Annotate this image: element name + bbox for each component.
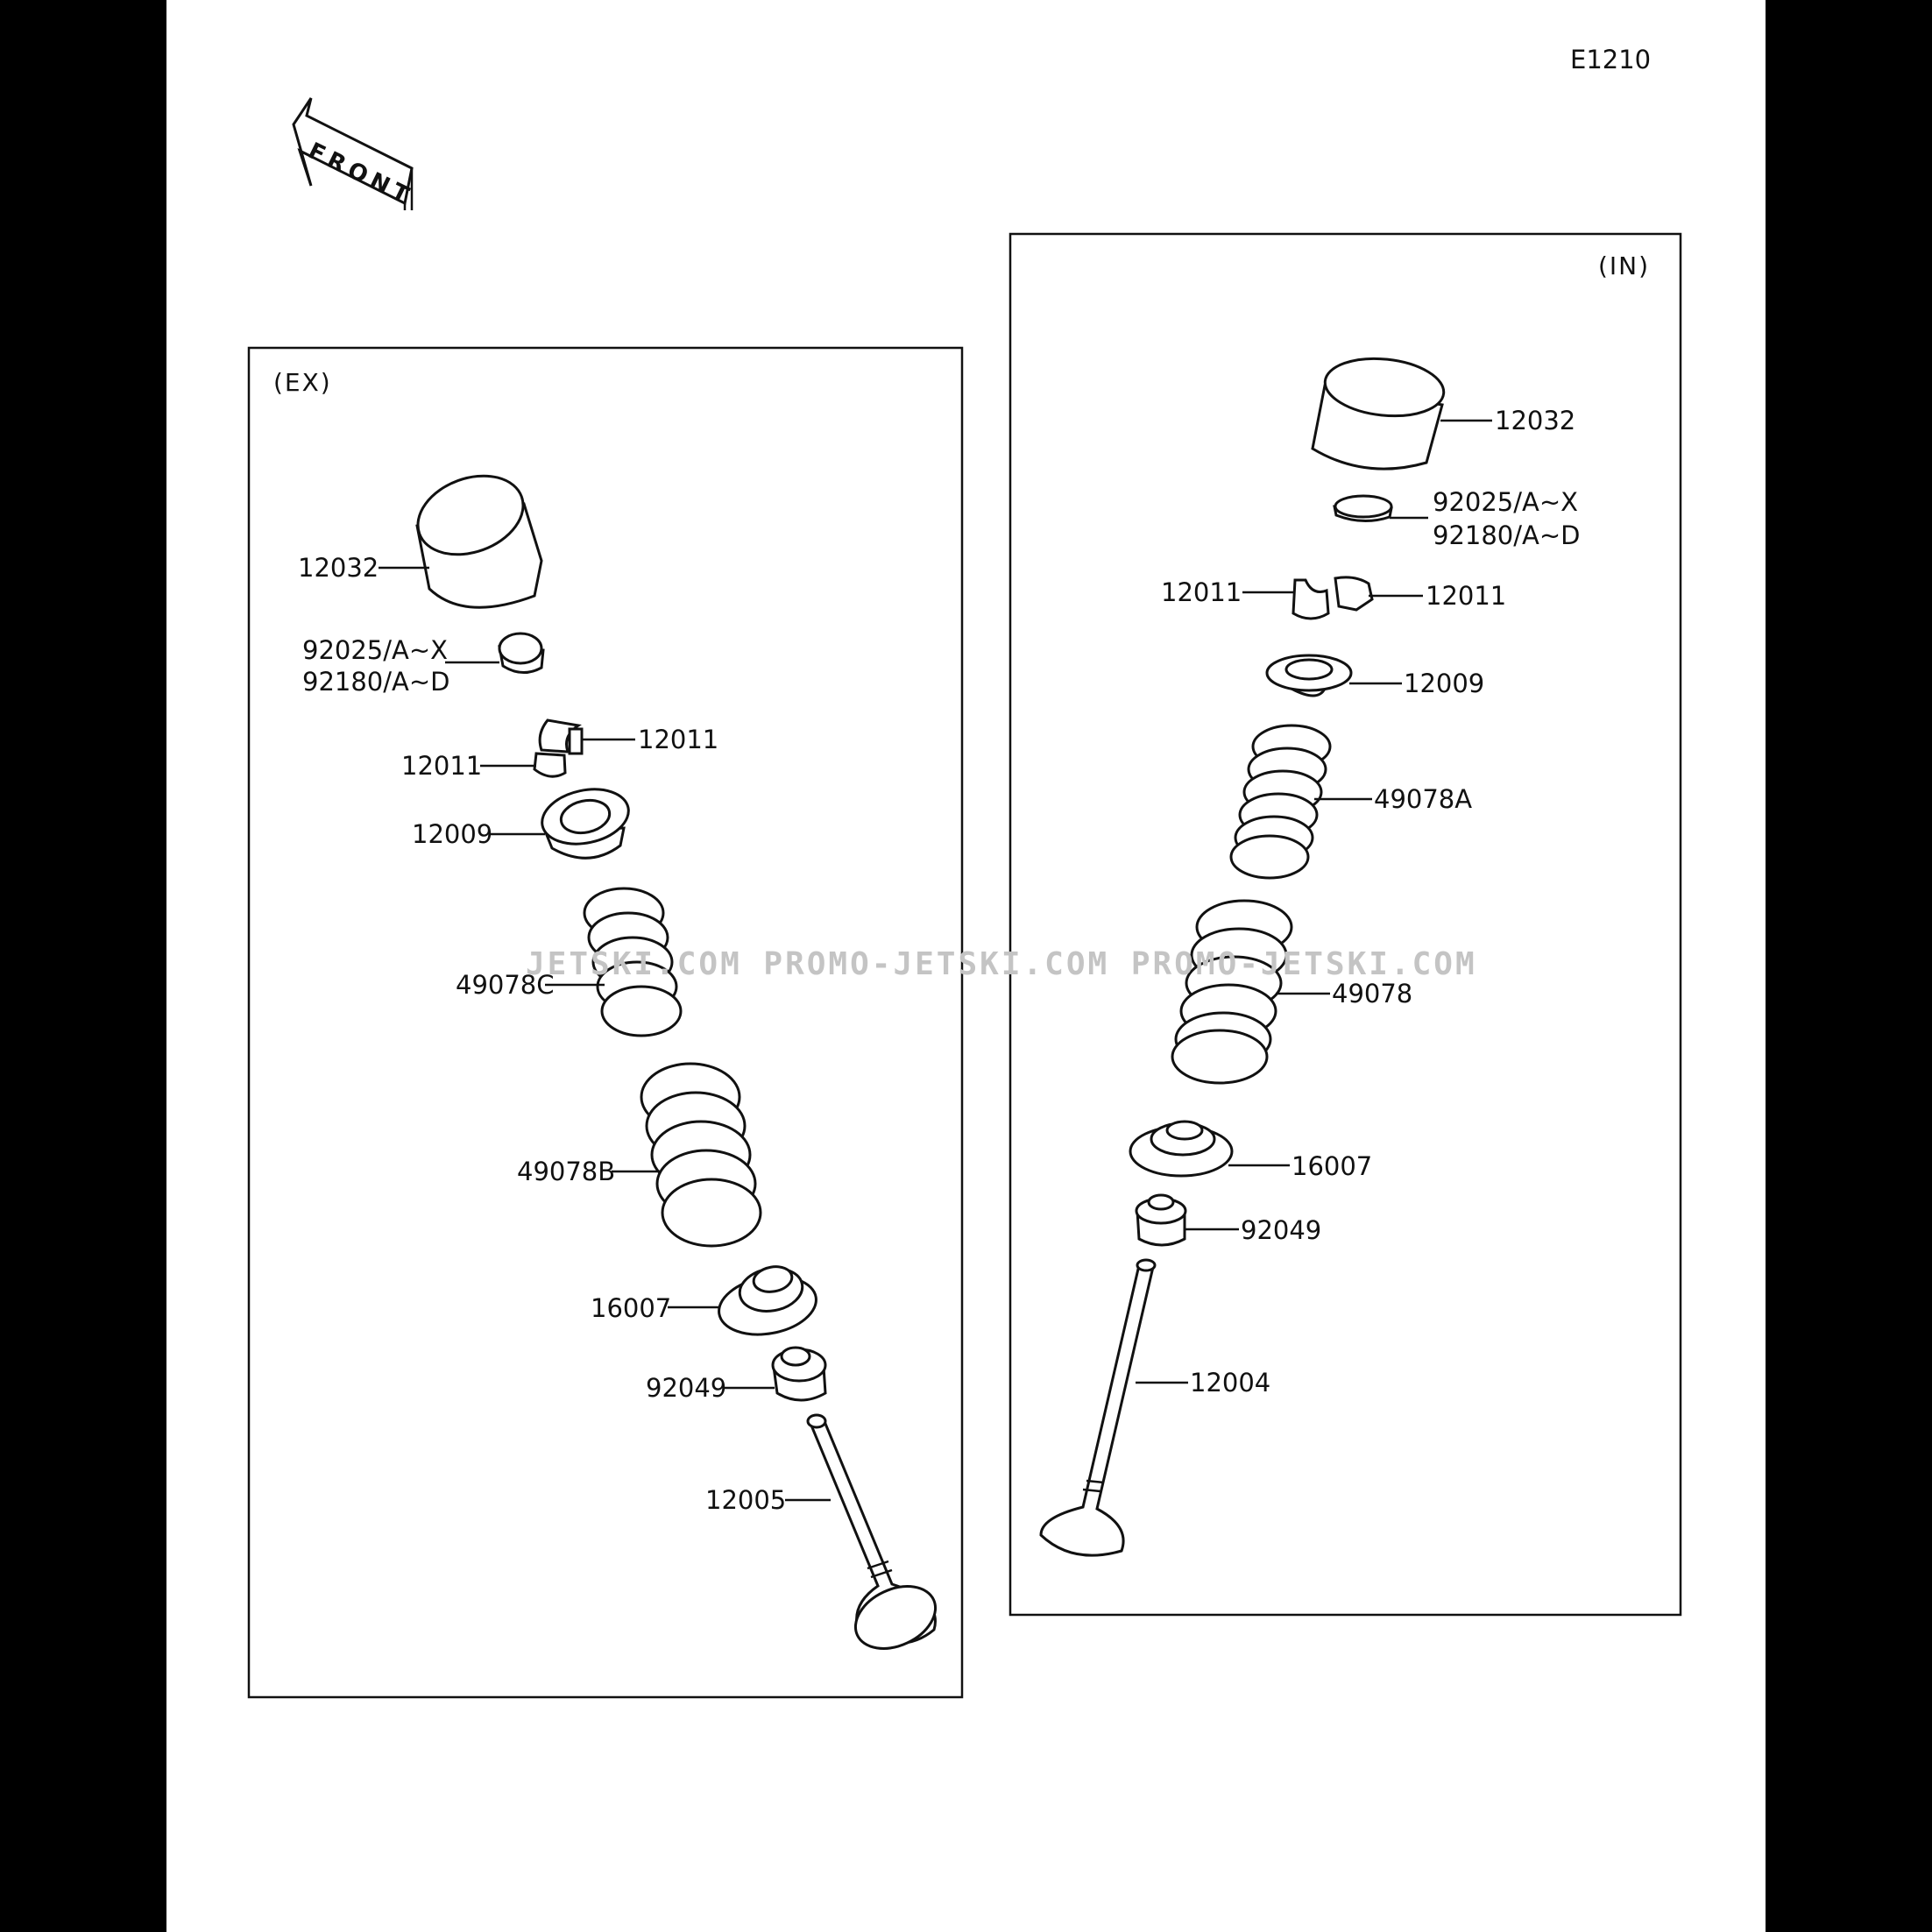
watermark: JETSKI.COM PROMO-JETSKI.COM PROMO-JETSKI.COM xyxy=(526,946,1477,982)
intake-collets xyxy=(1293,577,1372,619)
intake-outer-spring-label: 49078 xyxy=(1332,979,1413,1008)
front-label: FRONT xyxy=(303,138,418,212)
intake-spring-seat-label: 16007 xyxy=(1292,1151,1373,1181)
intake-shim-label-b: 92180/A~D xyxy=(1433,520,1581,550)
intake-inner-spring xyxy=(1231,725,1330,878)
intake-retainer-label: 12009 xyxy=(1404,669,1485,698)
front-arrow-icon xyxy=(294,98,417,211)
exhaust-lifter-label: 12032 xyxy=(298,553,379,583)
exhaust-collet-left-label: 12011 xyxy=(401,751,483,781)
exhaust-collet-right-label: 12011 xyxy=(638,725,719,754)
exhaust-retainer xyxy=(537,782,633,858)
exhaust-collets xyxy=(534,720,582,776)
exhaust-title: (EX) xyxy=(273,368,332,397)
exhaust-spring-seat xyxy=(714,1263,820,1341)
exhaust-valve xyxy=(808,1415,945,1660)
intake-outer-spring xyxy=(1172,901,1292,1083)
intake-inner-spring-label: 49078A xyxy=(1374,784,1473,814)
exhaust-inner-spring-label: 49078C xyxy=(456,970,555,1000)
intake-valve xyxy=(1041,1260,1155,1555)
exhaust-valve-label: 12005 xyxy=(705,1485,787,1515)
exhaust-panel xyxy=(249,348,962,1697)
intake-lifter xyxy=(1313,353,1447,469)
intake-stem-seal-label: 92049 xyxy=(1241,1215,1322,1245)
intake-shim xyxy=(1334,496,1391,521)
exhaust-stem-seal-label: 92049 xyxy=(646,1373,727,1403)
intake-stem-seal xyxy=(1136,1195,1185,1245)
exhaust-shim-label-b: 92180/A~D xyxy=(302,667,450,697)
intake-lifter-label: 12032 xyxy=(1495,406,1576,435)
exhaust-retainer-label: 12009 xyxy=(412,819,493,849)
intake-retainer xyxy=(1267,655,1351,696)
intake-title: (IN) xyxy=(1598,251,1651,280)
exhaust-lifter xyxy=(407,462,541,607)
diagram-code: E1210 xyxy=(1570,45,1652,74)
exhaust-outer-spring xyxy=(641,1064,761,1246)
intake-valve-label: 12004 xyxy=(1190,1368,1271,1398)
intake-panel xyxy=(1010,234,1681,1615)
intake-shim-label-a: 92025/A~X xyxy=(1433,487,1579,517)
intake-collet-left-label: 12011 xyxy=(1161,577,1242,607)
exhaust-outer-spring-label: 49078B xyxy=(517,1157,616,1186)
intake-spring-seat xyxy=(1130,1122,1232,1176)
intake-collet-right-label: 12011 xyxy=(1426,581,1507,611)
exhaust-stem-seal xyxy=(773,1348,825,1400)
exhaust-shim-label-a: 92025/A~X xyxy=(302,635,449,665)
exhaust-spring-seat-label: 16007 xyxy=(591,1293,672,1323)
exhaust-shim xyxy=(499,633,543,673)
